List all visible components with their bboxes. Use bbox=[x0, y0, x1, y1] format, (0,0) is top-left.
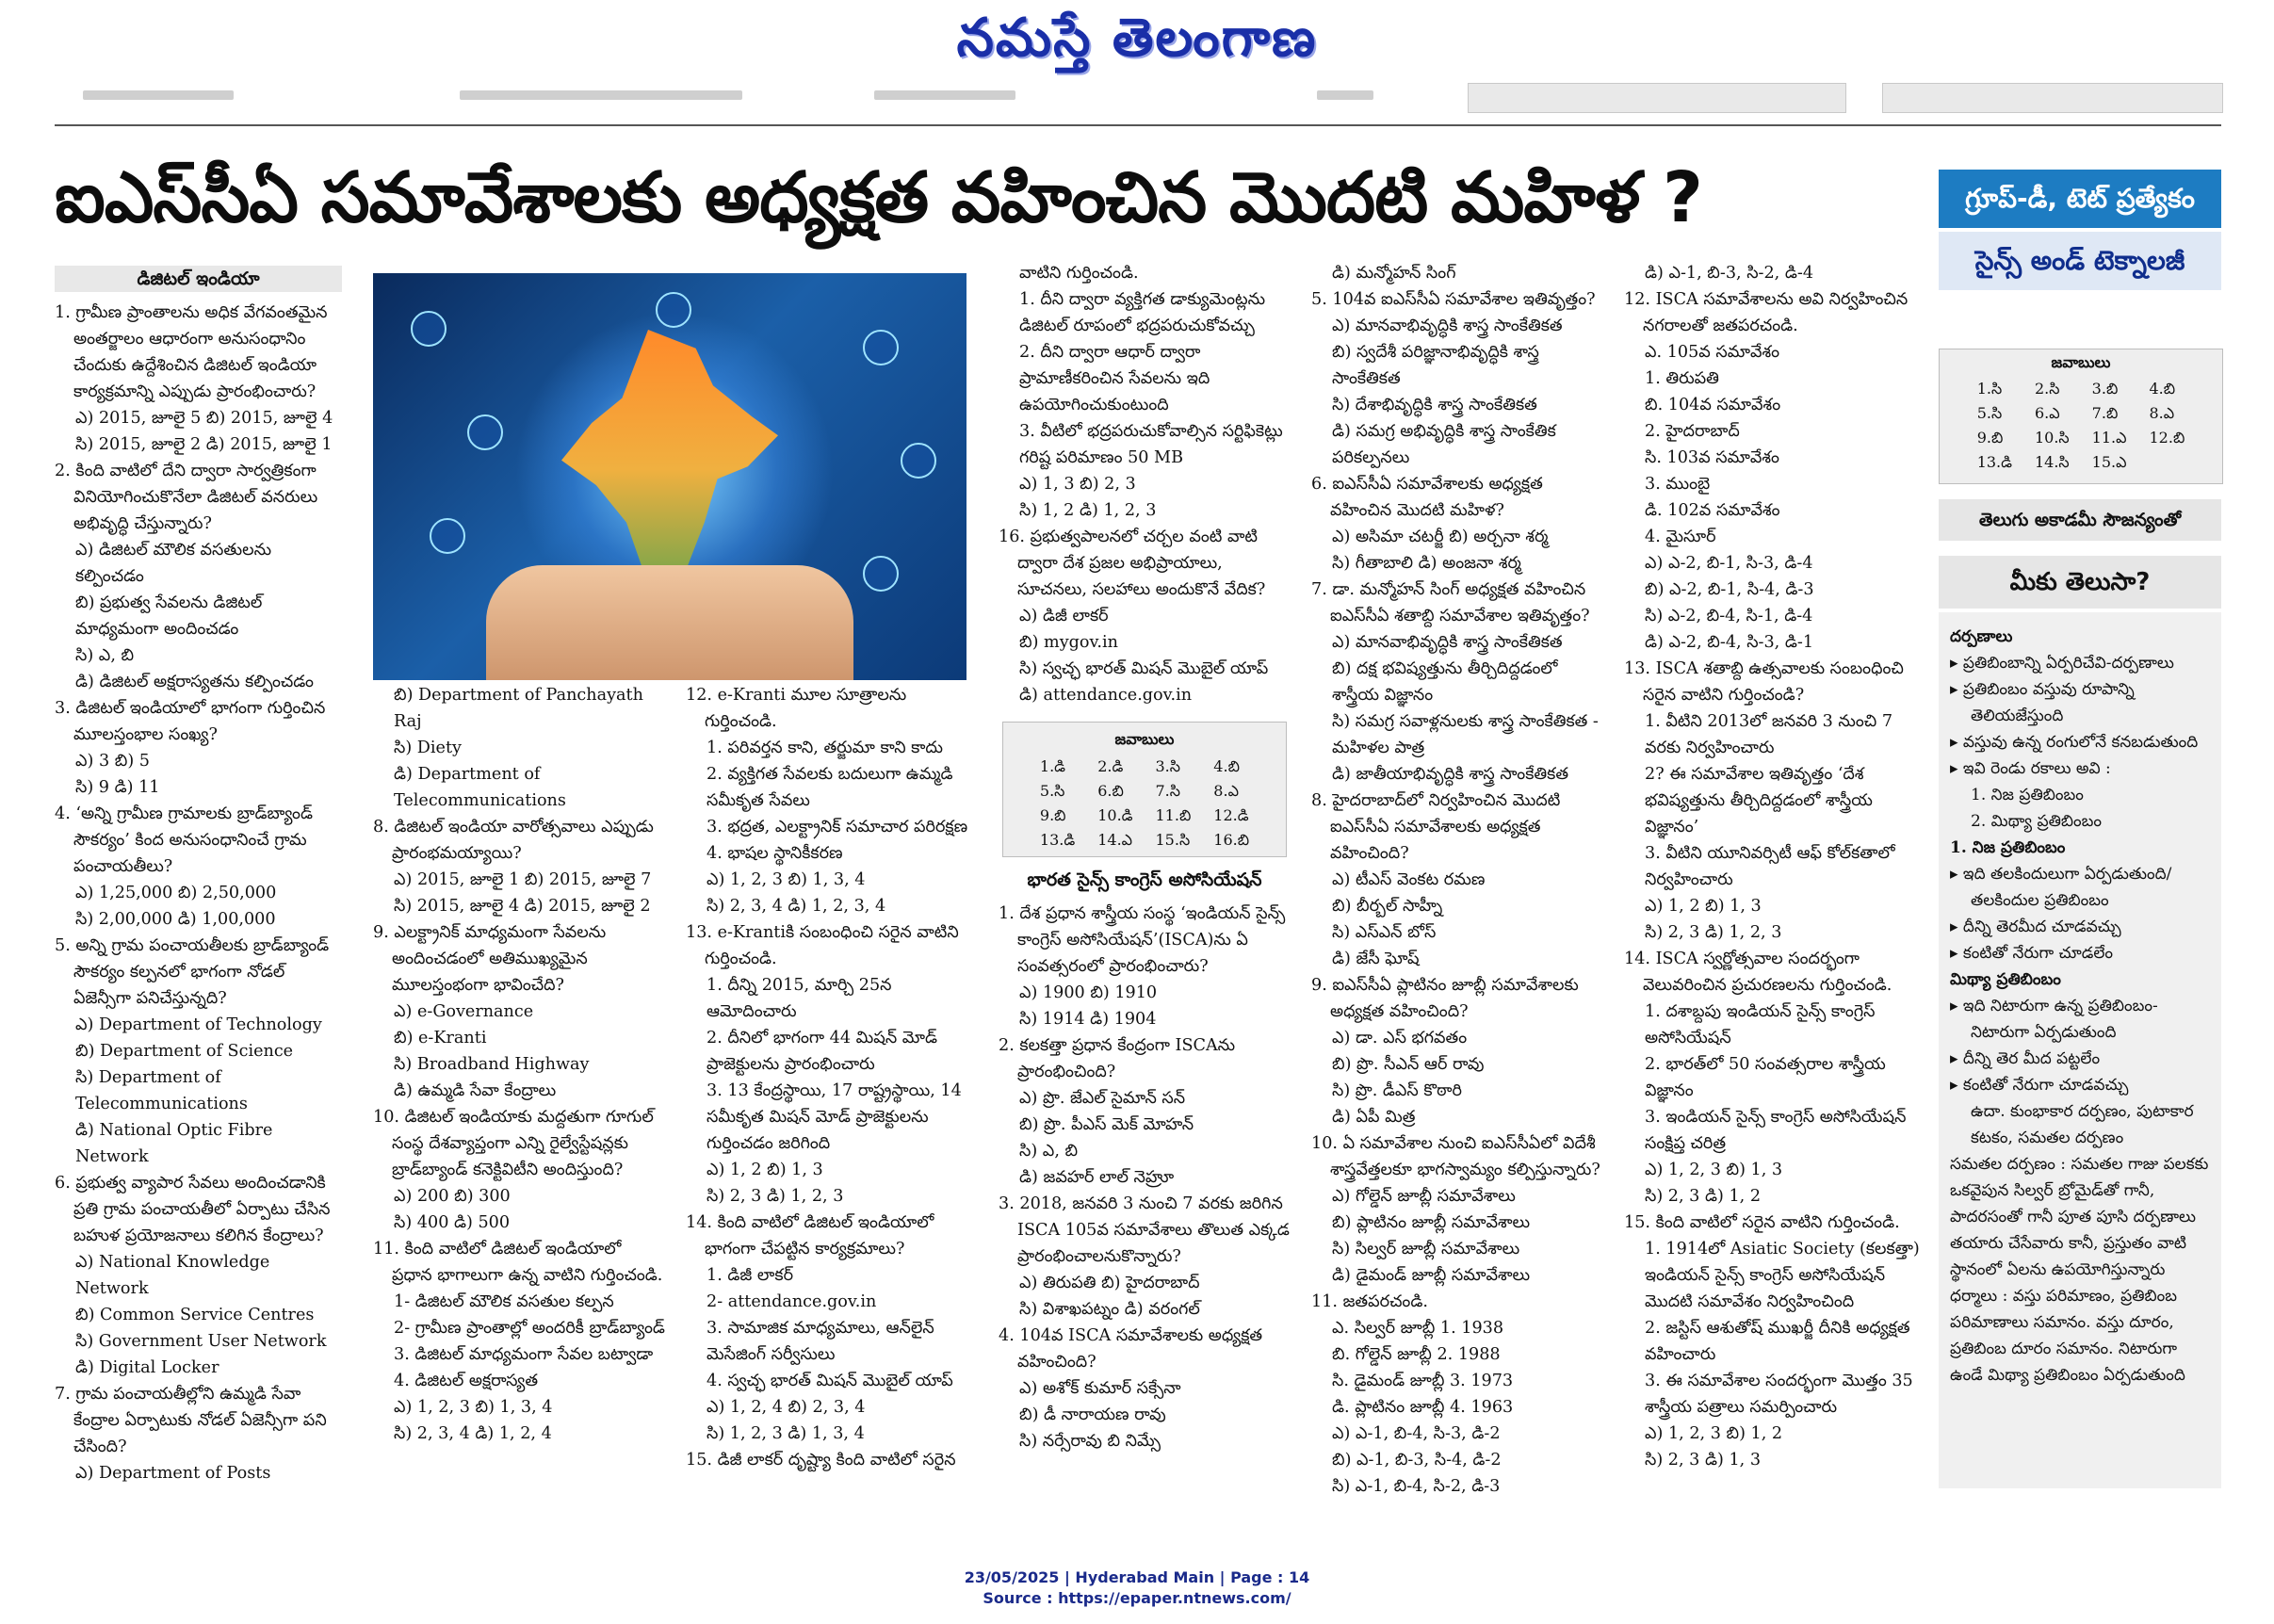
network-icon bbox=[863, 330, 899, 365]
option-text: 2? ఈ సమావేశాల ఇతివృత్తం ‘దేశ భవిష్యత్తును తీర్చిదిద్దడంలో శాస్త్రీయ విజ్ఞానం’ bbox=[1645, 765, 1873, 836]
option-text: డి. 102వ సమావేశం bbox=[1645, 501, 1780, 520]
option-text: సి) ఎ, బి bbox=[75, 646, 135, 665]
info-line: ▸ కంటితో నేరుగా చూడవచ్చు bbox=[1950, 1076, 2129, 1095]
info-line: ▸ కంటితో నేరుగా చూడలేం bbox=[1950, 944, 2114, 963]
question-list bbox=[1311, 260, 1603, 1500]
answer-cell: 11.బి bbox=[1155, 806, 1192, 824]
answer-cell: 9.బి bbox=[1976, 429, 2004, 447]
option-text: సి) 1914 డి) 1904 bbox=[1019, 1010, 1157, 1029]
answer-cell: 6.బి bbox=[1097, 782, 1124, 800]
question-text: 2. కలకత్తా ప్రధాన కేంద్రంగా ISCAను ప్రారంభించింది? bbox=[999, 1036, 1236, 1081]
option-text: సి) ఎ-2, బి-4, సి-1, డి-4 bbox=[1645, 607, 1813, 625]
option-text: ఎ) 1, 2, 4 బి) 2, 3, 4 bbox=[707, 1398, 866, 1417]
answer-row bbox=[1966, 426, 2197, 450]
info-line: సమతల దర్పణం : సమతల గాజు పలకకు ఒకవైపున సిల్వర్ బ్రోమైడ్‌తో గానీ, పాదరసంతో గానీ పూత పూసి దర్పణాలు తయారు చేసేవారు కానీ, ప్రస్తుతం వాటి స్థానంలో ఏలను ఉపయోగిస్తున్నారు bbox=[1950, 1155, 2209, 1279]
option-text: బి) e-Kranti bbox=[394, 1029, 487, 1047]
section-heading-isca: భారత సైన్స్ కాంగ్రెస్ అసోసియేషన్ bbox=[1027, 869, 1262, 890]
strip-text-fragment bbox=[874, 90, 1015, 100]
question-text: 11. కింది వాటిలో డిజిటల్ ఇండియాలో ప్రధాన భాగాలుగా ఉన్న వాటిని గుర్తించండి. bbox=[373, 1240, 663, 1285]
answer-row bbox=[1966, 450, 2197, 475]
answer-cell: 5.సి bbox=[1976, 404, 2003, 422]
answer-key-box-2 bbox=[1939, 349, 2223, 484]
did-you-know-box bbox=[1939, 612, 2221, 1488]
option-text: సి) సిల్వర్ జూబ్లీ సమావేశాలు bbox=[1332, 1240, 1520, 1259]
option-text: 1. తిరుపతి bbox=[1645, 369, 1719, 388]
question-text: 14. ISCA స్వర్ణోత్సవాల సందర్భంగా వెలువరించిన ప్రచురణలను గుర్తించండి. bbox=[1624, 950, 1892, 995]
info-line: 1. నిజ ప్రతిబింబం bbox=[1950, 838, 2066, 857]
answer-row bbox=[1029, 828, 1260, 853]
option-text: బి. గోల్డెన్ జూబ్లీ 2. 1988 bbox=[1332, 1345, 1501, 1364]
option-text: ఎ) అసిమా చటర్జీ బి) అర్చనా శర్మ bbox=[1332, 528, 1549, 546]
strip-box bbox=[1882, 83, 2223, 113]
answer-cell: 4.బి bbox=[1213, 757, 1240, 775]
option-text: 2- attendance.gov.in bbox=[707, 1292, 877, 1311]
option-text: బి) Common Service Centres bbox=[75, 1306, 315, 1324]
answer-key-table bbox=[1966, 377, 2197, 475]
info-line: ▸ ఇది తలకిందులుగా ఏర్పడుతుంది/తలకిందుల ప్రతిబింబం bbox=[1950, 865, 2172, 910]
option-text: సి) Broadband Highway bbox=[394, 1055, 590, 1074]
option-text: 2. వ్యక్తిగత సేవలకు బదులుగా ఉమ్మడి సమీకృత సేవలు bbox=[707, 765, 953, 810]
option-text: సి) ఎ, బి bbox=[1019, 1142, 1079, 1161]
network-icon bbox=[901, 443, 936, 479]
option-text: ఎ) అశోక్ కుమార్ సక్సేనా bbox=[1019, 1379, 1181, 1398]
answer-cell: 8.ఎ bbox=[1213, 782, 1239, 800]
option-text: బి) Department of Science bbox=[75, 1042, 294, 1061]
answer-key-title: జవాబులు bbox=[2051, 353, 2111, 371]
option-text: బి) mygov.in bbox=[1019, 633, 1118, 652]
option-text: డి) జేసీ ఘోష్ bbox=[1332, 950, 1420, 968]
question-text: 15. కింది వాటిలో సరైన వాటిని గుర్తించండి. bbox=[1624, 1213, 1900, 1232]
option-text: డి. ప్లాటినం జూబ్లీ 4. 1963 bbox=[1332, 1398, 1514, 1417]
option-text: ఎ. సిల్వర్ జూబ్లీ 1. 1938 bbox=[1332, 1319, 1504, 1338]
option-text: బి) ఎ-1, బి-3, సి-4, డి-2 bbox=[1332, 1451, 1502, 1470]
strip-text-fragment bbox=[460, 90, 742, 100]
option-text: 3. వీటిని యూనివర్సిటీ ఆఫ్ కోల్‌కతాలో నిర్వహించారు bbox=[1645, 844, 1895, 889]
answer-cell: 2.సి bbox=[2034, 380, 2060, 398]
option-text: 3. సామాజిక మాధ్యమాలు, ఆన్‌లైన్ మెసేజింగ్ సర్వీసులు bbox=[707, 1319, 934, 1364]
option-text: 3. 13 కేంద్రస్థాయి, 17 రాష్ట్రస్థాయి, 14 సమీకృత మిషన్ మోడ్ ప్రాజెక్టులను గుర్తించడం జరిగింది bbox=[707, 1081, 962, 1153]
option-text: డి) మన్మోహన్ సింగ్ bbox=[1332, 264, 1456, 283]
question-text: 8. హైదరాబాద్‌లో నిర్వహించిన మొదటి ఐఎస్‌సీఏ సమావేశాలకు అధ్యక్షత వహించింది? bbox=[1311, 791, 1561, 863]
option-text: ఎ) డా. ఎస్ భగవతం bbox=[1332, 1029, 1468, 1047]
answer-cell: 3.బి bbox=[2091, 380, 2119, 398]
option-text: డి) జాతీయాభివృద్ధికి శాస్త్ర సాంకేతికత bbox=[1332, 765, 1569, 784]
question-list bbox=[1624, 260, 1921, 1473]
option-text: ఎ) 1,25,000 బి) 2,50,000 bbox=[75, 884, 277, 902]
option-text: వాటిని గుర్తించండి. bbox=[1019, 264, 1139, 283]
answer-cell: 12.డి bbox=[1213, 806, 1249, 824]
masthead bbox=[0, 0, 2274, 75]
option-text: డి) Department of Telecommunications bbox=[394, 765, 566, 810]
answer-cell: 8.ఎ bbox=[2149, 404, 2175, 422]
option-text: సి) Diety bbox=[394, 739, 462, 757]
option-text: సి) 2, 3 డి) 1, 2, 3 bbox=[707, 1187, 844, 1206]
option-text: సి) స్వచ్ఛ భారత్ మిషన్ మొబైల్ యాప్ bbox=[1019, 659, 1269, 678]
option-text: ఎ) 1, 2 బి) 1, 3 bbox=[1645, 897, 1762, 916]
option-text: సి) 2, 3 డి) 1, 3 bbox=[1645, 1451, 1762, 1470]
option-text: డి) National Optic Fibre Network bbox=[75, 1121, 273, 1166]
option-text: సి) Department of Telecommunications bbox=[75, 1068, 248, 1113]
info-line: దర్పణాలు bbox=[1950, 627, 2013, 646]
question-text: 16. ప్రభుత్వపాలనలో చర్చల వంటి వాటి ద్వారా దేశ ప్రజల అభిప్రాయాలు, సూచనలు, సలహాలు అందుకొనే వేదిక? bbox=[999, 528, 1266, 599]
option-text: డి) ఉమ్మడి సేవా కేంద్రాలు bbox=[394, 1081, 557, 1100]
question-text: 13. e-Krantiకి సంబంధించి సరైన వాటిని గుర్తించండి. bbox=[686, 923, 959, 968]
info-line: ▸ వస్తువు ఉన్న రంగులోనే కనబడుతుంది bbox=[1950, 733, 2199, 752]
answer-row bbox=[1966, 377, 2197, 401]
option-text: డి) సమగ్ర అభివృద్ధికి శాస్త్ర సాంకేతిక పరికల్పనలు bbox=[1332, 422, 1556, 467]
option-text: బి) ఎ-2, బి-1, సి-4, డి-3 bbox=[1645, 580, 1814, 599]
question-text: 13. ISCA శతాబ్ది ఉత్సవాలకు సంబంధించి సరైన వాటిని గుర్తించండి? bbox=[1624, 659, 1904, 705]
previous-page-strip bbox=[55, 83, 2221, 111]
info-line: ▸ దీన్ని తెర మీద పట్టలేం bbox=[1950, 1049, 2101, 1068]
option-text: 4. భాషల స్థానికీకరణ bbox=[707, 844, 843, 863]
question-text: 3. 2018, జనవరి 3 నుంచి 7 వరకు జరిగిన ISCA 105వ సమావేశాలు తొలుత ఎక్కడ ప్రారంభించాలనుకొన్నారు? bbox=[999, 1194, 1290, 1266]
question-text: 9. ఐఎస్‌సీఏ ప్లాటినం జూబ్లీ సమావేశాలకు అధ్యక్షత వహించింది? bbox=[1311, 976, 1579, 1021]
question-text: 4. 104వ ISCA సమావేశాలకు అధ్యక్షత వహించింది? bbox=[999, 1326, 1263, 1372]
info-line: మిథ్యా ప్రతిబింబం bbox=[1950, 970, 2061, 989]
option-text: సి) 2, 3 డి) 1, 2, 3 bbox=[1645, 923, 1782, 942]
answer-cell: 12.బి bbox=[2149, 429, 2185, 447]
option-text: ఎ) 1, 2 బి) 1, 3 bbox=[707, 1161, 823, 1179]
option-text: డి) ఏపీ మిత్ర bbox=[1332, 1108, 1416, 1127]
option-text: 4. స్వచ్ఛ భారత్ మిషన్ మొబైల్ యాప్ bbox=[707, 1372, 953, 1390]
answer-cell: 14.సి bbox=[2034, 453, 2070, 471]
answer-row bbox=[1966, 401, 2197, 426]
option-text: ఎ) 1, 2, 3 బి) 1, 3 bbox=[1645, 1161, 1783, 1179]
answer-cell: 1.డి bbox=[1039, 757, 1066, 775]
option-text: సి) ఎ-1, బి-4, సి-2, డి-3 bbox=[1332, 1477, 1501, 1496]
option-text: డి) Digital Locker bbox=[75, 1358, 219, 1377]
option-text: డి) ఎ-1, బి-3, సి-2, డి-4 bbox=[1645, 264, 1814, 283]
option-text: సి) గీతాబాలి డి) అంజనా శర్మ bbox=[1332, 554, 1521, 573]
column-3 bbox=[686, 682, 978, 1473]
answer-cell: 6.ఎ bbox=[2034, 404, 2060, 422]
answer-cell: 9.బి bbox=[1039, 806, 1066, 824]
question-text: 5. అన్ని గ్రామ పంచాయతీలకు బ్రాడ్‌బ్యాండ్ సౌకర్యం కల్పనలో భాగంగా నోడల్ ఏజెన్సీగా పనిచేస్తున్నది? bbox=[55, 936, 330, 1008]
answer-key-title: జవాబులు bbox=[1114, 730, 1175, 748]
question-text: 1. గ్రామీణ ప్రాంతాలను అధిక వేగవంతమైన అంతర్జాలం ఆధారంగా అనుసంధానిం చేందుకు ఉద్దేశించిన డిజిటల్ ఇండియా కార్యక్రమాన్ని ఎప్పుడు ప్రారంభించారు? bbox=[55, 303, 328, 401]
question-list bbox=[999, 260, 1291, 708]
option-text: 1. వీటిని 2013లో జనవరి 3 నుంచి 7 వరకు నిర్వహించారు bbox=[1645, 712, 1893, 757]
column-5 bbox=[1311, 260, 1603, 1500]
page-headline: ఐఎస్‌సీఏ సమావేశాలకు అధ్యక్షత వహించిన మొదటి మహిళ ? bbox=[55, 157, 1702, 238]
option-text: 1. డిజీ లాకర్ bbox=[707, 1266, 794, 1285]
option-text: డి) డిజిటల్ అక్షరాస్యతను కల్పించడం bbox=[75, 673, 314, 691]
option-text: ఎ) 1, 2, 3 బి) 1, 3, 4 bbox=[707, 870, 866, 889]
question-text: 11. జతపరచండి. bbox=[1311, 1292, 1428, 1311]
option-text: 1. 1914లో Asiatic Society (కలకత్తా) ఇండియన్ సైన్స్ కాంగ్రెస్ అసోసియేషన్ మొదటి సమావేశం నిర్వహించింది bbox=[1645, 1240, 1920, 1311]
info-line: ▸ ఇది నిటారుగా ఉన్న ప్రతిబింబం-నిటారుగా ఏర్పడుతుంది bbox=[1950, 997, 2158, 1042]
option-text: ఎ) 1900 బి) 1910 bbox=[1019, 983, 1158, 1002]
question-text: 5. 104వ ఐఎస్‌సీఏ సమావేశాల ఇతివృత్తం? bbox=[1311, 290, 1596, 309]
option-text: 4. మైసూర్ bbox=[1645, 528, 1716, 546]
subject-tag: సైన్స్ అండ్ టెక్నాలజీ bbox=[1939, 232, 2221, 290]
option-text: ఎ) 3 బి) 5 bbox=[75, 752, 150, 771]
option-text: ఎ) డిజీ లాకర్ bbox=[1019, 607, 1109, 625]
question-text: 8. డిజిటల్ ఇండియా వారోత్సవాలు ఎప్పుడు ప్రారంభమయ్యాయి? bbox=[373, 818, 654, 863]
network-icon bbox=[656, 292, 691, 328]
did-you-know-title: మీకు తెలుసా? bbox=[1939, 556, 2221, 609]
option-text: బి) బీర్బల్ సాహ్నీ bbox=[1332, 897, 1443, 916]
question-text: 6. ప్రభుత్వ వ్యాపార సేవలు అందించడానికి ప్రతి గ్రామ పంచాయతీలో ఏర్పాటు చేసిన బహుళ ప్రయోజనాలు కలిగిన కేంద్రాలు? bbox=[55, 1174, 331, 1245]
option-text: ఎ) Department of Technology bbox=[75, 1015, 322, 1034]
option-text: ఎ) మానవాభివృద్ధికి శాస్త్ర సాంకేతికత bbox=[1332, 633, 1563, 652]
option-text: 2- గ్రామీణ ప్రాంతాల్లో అందరికీ బ్రాడ్‌బ్యాండ్ bbox=[394, 1319, 665, 1338]
question-text: 3. డిజిటల్ ఇండియాలో భాగంగా గుర్తించిన మూలస్తంభాల సంఖ్య? bbox=[55, 699, 326, 744]
answer-cell bbox=[2138, 450, 2197, 475]
question-list bbox=[999, 901, 1291, 1454]
column-1 bbox=[55, 260, 342, 1486]
option-text: సి) 400 డి) 500 bbox=[394, 1213, 511, 1232]
option-text: ఎ) 1, 3 బి) 2, 3 bbox=[1019, 475, 1136, 494]
option-text: 2. భారత్‌లో 50 సంవత్సరాల శాస్త్రీయ విజ్ఞానం bbox=[1645, 1055, 1886, 1100]
answer-cell: 16.బి bbox=[1213, 831, 1250, 849]
answer-cell: 10.డి bbox=[1097, 806, 1133, 824]
option-text: ఎ) ఎ-1, బి-4, సి-3, డి-2 bbox=[1332, 1424, 1501, 1443]
option-text: 2. దీని ద్వారా ఆధార్ ద్వారా ప్రామాణీకరించిన సేవలను ఇది ఉపయోగించుకుంటుంది bbox=[1019, 343, 1210, 414]
answer-cell: 14.ఎ bbox=[1097, 831, 1133, 849]
network-icon bbox=[411, 311, 447, 347]
answer-cell: 15.ఎ bbox=[2091, 453, 2127, 471]
question-text: 4. ‘అన్ని గ్రామీణ గ్రామాలకు బ్రాడ్‌బ్యాండ్ సౌకర్యం’ కింద అనుసంధానించే గ్రామ పంచాయతీలు? bbox=[55, 804, 313, 876]
option-text: 4. డిజిటల్ అక్షరాస్యత bbox=[394, 1372, 539, 1390]
option-text: బి) ప్రొ. సీఎన్ ఆర్ రావు bbox=[1332, 1055, 1485, 1074]
page-footer bbox=[0, 1567, 2274, 1609]
question-list bbox=[55, 300, 342, 1486]
option-text: 3. ఇండియన్ సైన్స్ కాంగ్రెస్ అసోసియేషన్ సంక్షిప్త చరిత్ర bbox=[1645, 1108, 1907, 1153]
option-text: ఎ) Department of Posts bbox=[75, 1464, 271, 1483]
answer-cell: 5.సి bbox=[1039, 782, 1065, 800]
telugu-akademi-credit: తెలుగు అకాడమీ సౌజన్యంతో bbox=[1939, 499, 2221, 541]
option-text: ఎ) మానవాభివృద్ధికి శాస్త్ర సాంకేతికత bbox=[1332, 317, 1563, 335]
network-icon bbox=[467, 414, 503, 450]
option-text: 1. దీని ద్వారా వ్యక్తిగత డాక్యుమెంట్లను డిజిటల్ రూపంలో భద్రపరుచుకోవచ్చు bbox=[1019, 290, 1266, 335]
option-text: సి) సమగ్ర సవాళ్లనులకు శాస్త్ర సాంకేతికత - మహిళల పాత్ర bbox=[1332, 712, 1599, 757]
network-icon bbox=[863, 556, 899, 592]
option-text: ఎ) National Knowledge Network bbox=[75, 1253, 270, 1298]
question-text: 12. ISCA సమావేశాలను అవి నిర్వహించిన నగరాలతో జతపరచండి. bbox=[1624, 290, 1909, 335]
option-text: ఎ) ప్రొ. జేఎల్ సైమాన్ సన్ bbox=[1019, 1089, 1186, 1108]
option-text: డి) ఎ-2, బి-4, సి-3, డి-1 bbox=[1645, 633, 1814, 652]
question-text: 10. డిజిటల్ ఇండియాకు మద్దతుగా గూగుల్ సంస్థ దేశవ్యాప్తంగా ఎన్ని రైల్వేస్టేషన్లకు బ్రాడ్‌బ్యాండ్ కనెక్టివిటీని అందిస్తుంది? bbox=[373, 1108, 654, 1179]
option-text: 2. హైదరాబాద్ bbox=[1645, 422, 1740, 441]
option-text: 3. డిజిటల్ మాధ్యమంగా సేవల బట్వాడా bbox=[394, 1345, 654, 1364]
question-text: 2. కింది వాటిలో దేని ద్వారా సార్వత్రికంగా వినియోగించుకొనేలా డిజిటల్ వనరులు అభివృద్ధి చేస్తున్నారు? bbox=[55, 462, 318, 533]
option-text: సి) 2015, జూలై 4 డి) 2015, జూలై 2 bbox=[394, 897, 651, 916]
info-line: ▸ ఇవి రెండు రకాలు అవి : bbox=[1950, 759, 2111, 778]
info-line: ▸ ప్రతిబింబాన్ని ఏర్పరిచేవి-దర్పణాలు bbox=[1950, 654, 2174, 673]
option-text: సి. డైమండ్ జూబ్లీ 3. 1973 bbox=[1332, 1372, 1514, 1390]
option-text: సి) దేశాభివృద్ధికి శాస్త్ర సాంకేతికత bbox=[1332, 396, 1537, 414]
option-text: ఎ) టీఎస్ వెంకట రమణ bbox=[1332, 870, 1486, 889]
answer-cell: 13.డి bbox=[1976, 453, 2012, 471]
option-text: ఎ) 2015, జూలై 5 బి) 2015, జూలై 4 bbox=[75, 409, 333, 428]
answer-row bbox=[1029, 804, 1260, 828]
option-text: సి) 1, 2, 3 డి) 1, 3, 4 bbox=[707, 1424, 865, 1443]
option-text: 1. దశాబ్దపు ఇండియన్ సైన్స్ కాంగ్రెస్ అసోసియేషన్ bbox=[1645, 1002, 1876, 1047]
digital-india-illustration bbox=[373, 273, 966, 680]
option-text: 1- డిజిటల్ మౌలిక వసతుల కల్పన bbox=[394, 1292, 614, 1311]
option-text: 2. దీనిలో భాగంగా 44 మిషన్ మోడ్ ప్రాజెక్టులను ప్రారంభించారు bbox=[707, 1029, 938, 1074]
option-text: సి) 1, 2 డి) 1, 2, 3 bbox=[1019, 501, 1157, 520]
option-text: ఎ) 2015, జూలై 1 బి) 2015, జూలై 7 bbox=[394, 870, 652, 889]
option-text: డి) జవహర్ లాల్ నెహ్రూ bbox=[1019, 1168, 1175, 1187]
option-text: ఎ) 1, 2, 3 బి) 1, 2 bbox=[1645, 1424, 1783, 1443]
column-2 bbox=[373, 682, 665, 1447]
option-text: సి) 2,00,000 డి) 1,00,000 bbox=[75, 910, 276, 929]
answer-key-table bbox=[1029, 755, 1260, 853]
option-text: డి) డైమండ్ జూబ్లీ సమావేశాలు bbox=[1332, 1266, 1531, 1285]
question-text: 7. గ్రామ పంచాయతీల్లోని ఉమ్మడి సేవా కేంద్రాల ఏర్పాటుకు నోడల్ ఏజెన్సీగా పని చేసింది? bbox=[55, 1385, 327, 1456]
option-text: 1. పరివర్తన కాని, తర్జుమా కాని కాదు bbox=[707, 739, 943, 757]
info-line: 1. నిజ ప్రతిబింబం bbox=[1971, 786, 2084, 804]
option-text: ఎ) 200 బి) 300 bbox=[394, 1187, 511, 1206]
answer-row bbox=[1029, 755, 1260, 779]
option-text: సి) 2015, జూలై 2 డి) 2015, జూలై 1 bbox=[75, 435, 333, 454]
option-text: సి) ప్రొ. డీఎస్ కొఠారి bbox=[1332, 1081, 1462, 1100]
answer-row bbox=[1029, 779, 1260, 804]
question-list bbox=[686, 682, 978, 1473]
network-icon bbox=[430, 518, 465, 554]
strip-text-fragment bbox=[83, 90, 234, 100]
option-text: 3. భద్రత, ఎలక్ట్రానిక్ సమాచార పరిరక్షణ bbox=[707, 818, 968, 836]
section-heading-digital-india: డిజిటల్ ఇండియా bbox=[55, 266, 342, 292]
question-text: 6. ఐఎస్‌సీఏ సమావేశాలకు అధ్యక్షత వహించిన మొదటి మహిళ? bbox=[1311, 475, 1543, 520]
option-text: డి) attendance.gov.in bbox=[1019, 686, 1193, 705]
option-text: 2. జస్టిస్ ఆశుతోష్ ముఖర్జీ దీనికి అధ్యక్షత వహించారు bbox=[1645, 1319, 1910, 1364]
option-text: సి) నర్సేరావు బి నిమ్సే bbox=[1019, 1432, 1161, 1451]
info-line: ▸ దీన్ని తెరమీద చూడవచ్చు bbox=[1950, 918, 2121, 936]
newspaper-logo: నమస్తే తెలంగాణ bbox=[956, 8, 1318, 69]
answer-cell: 15.సి bbox=[1155, 831, 1191, 849]
group-tag: గ్రూప్-డీ, టెట్ ప్రత్యేకం bbox=[1939, 170, 2221, 228]
answer-cell: 7.సి bbox=[1155, 782, 1180, 800]
question-text: 12. e-Kranti మూల సూత్రాలను గుర్తించండి. bbox=[686, 686, 907, 731]
option-text: సి) 2, 3 డి) 1, 2 bbox=[1645, 1187, 1762, 1206]
option-text: సి) Government User Network bbox=[75, 1332, 327, 1351]
option-text: బి) ప్రభుత్వ సేవలను డిజిటల్ మాధ్యమంగా అందించడం bbox=[75, 593, 263, 639]
option-text: బి) దక్ష భవిష్యత్తును తీర్చిదిద్దడంలో శాస్త్రీయ విజ్ఞానం bbox=[1332, 659, 1558, 705]
option-text: 3. వీటిలో భద్రపరుచుకోవాల్సిన సర్టిఫికెట్లు గరిష్ట పరిమాణం 50 MB bbox=[1019, 422, 1283, 467]
option-text: 3. ఈ సమావేశాల సందర్భంగా మొత్తం 35 శాస్త్రీయ పత్రాలు సమర్పించారు bbox=[1645, 1372, 1913, 1417]
answer-cell: 10.సి bbox=[2034, 429, 2070, 447]
option-text: ఎ) e-Governance bbox=[394, 1002, 534, 1021]
question-text: 10. ఏ సమావేశాల నుంచి ఐఎస్‌సీఏలో విదేశీ శాస్త్రవేత్తలకూ భాగస్వామ్యం కల్పిస్తున్నారు? bbox=[1311, 1134, 1600, 1179]
footer-source: Source : https://epaper.ntnews.com/ bbox=[983, 1589, 1291, 1607]
option-text: సి) 2, 3, 4 డి) 1, 2, 4 bbox=[394, 1424, 552, 1443]
answer-cell: 2.డి bbox=[1097, 757, 1124, 775]
option-text: సి) 9 డి) 11 bbox=[75, 778, 160, 797]
option-text: సి. 103వ సమావేశం bbox=[1645, 448, 1779, 467]
option-text: ఎ) 1, 2, 3 బి) 1, 3, 4 bbox=[394, 1398, 553, 1417]
did-you-know-list bbox=[1950, 624, 2210, 1389]
option-text: సి) ఎస్ఎన్ బోస్ bbox=[1332, 923, 1437, 942]
option-text: 3. ముంబై bbox=[1645, 475, 1711, 494]
option-text: బి) స్వదేశీ పరిజ్ఞానాభివృద్ధికి శాస్త్ర సాంకేతికత bbox=[1332, 343, 1539, 388]
question-text: 15. డిజీ లాకర్ దృష్ట్యా కింది వాటిలో సరైన bbox=[686, 1451, 956, 1470]
option-text: ఎ) గోల్డెన్ జూబ్లీ సమావేశాలు bbox=[1332, 1187, 1516, 1206]
option-text: సి) విశాఖపట్నం డి) వరంగల్ bbox=[1019, 1300, 1200, 1319]
info-line: ▸ ప్రతిబింబం వస్తువు రూపాన్ని తెలియజేస్తుంది bbox=[1950, 680, 2135, 725]
option-text: బి) ప్లాటినం జూబ్లీ సమావేశాలు bbox=[1332, 1213, 1531, 1232]
option-text: బి) ప్రొ. పీఎస్ మెక్ మోహన్ bbox=[1019, 1115, 1194, 1134]
strip-box bbox=[1468, 83, 1846, 113]
option-text: బి. 104వ సమావేశం bbox=[1645, 396, 1781, 414]
column-6 bbox=[1624, 260, 1921, 1473]
header-rule bbox=[55, 124, 2221, 126]
info-line: ధర్మాలు : వస్తు పరిమాణం, ప్రతిబింబ పరిమాణాలు సమానం. వస్తు దూరం, ప్రతిబింబ దూరం సమానం. నిటారుగా ఉండే మిథ్యా ప్రతిబింబం ఏర్పడుతుంది bbox=[1950, 1287, 2185, 1385]
question-text: 14. కింది వాటిలో డిజిటల్ ఇండియాలో భాగంగా చేపట్టిన కార్యక్రమాలు? bbox=[686, 1213, 934, 1259]
info-line: 2. మిథ్యా ప్రతిబింబం bbox=[1971, 812, 2102, 831]
strip-text-fragment bbox=[1317, 90, 1373, 100]
hand-holding-phone bbox=[486, 565, 853, 680]
answer-cell: 3.సి bbox=[1155, 757, 1180, 775]
option-text: 1. దీన్ని 2015, మార్చి 25న ఆమోదించారు bbox=[707, 976, 892, 1021]
option-text: బి) డీ నారాయణ రావు bbox=[1019, 1405, 1166, 1424]
column-4 bbox=[999, 260, 1291, 1454]
answer-cell: 13.డి bbox=[1039, 831, 1076, 849]
option-text: ఎ) తిరుపతి బి) హైదరాబాద్ bbox=[1019, 1274, 1200, 1292]
footer-date-edition: 23/05/2025 | Hyderabad Main | Page : 14 bbox=[964, 1568, 1310, 1586]
answer-cell: 7.బి bbox=[2091, 404, 2119, 422]
option-text: బి) Department of Panchayath Raj bbox=[394, 686, 643, 731]
option-text: ఎ) ఎ-2, బి-1, సి-3, డి-4 bbox=[1645, 554, 1813, 573]
option-text: ఎ) డిజిటల్ మౌలిక వసతులను కల్పించడం bbox=[75, 541, 272, 586]
info-line: ఉదా. కుంభాకార దర్పణం, పుటాకార కటకం, సమతల దర్పణం bbox=[1971, 1102, 2194, 1147]
option-text: ఎ. 105వ సమావేశం bbox=[1645, 343, 1780, 362]
question-text: 9. ఎలక్ట్రానిక్ మాధ్యమంగా సేవలను అందించడంలో అతిముఖ్యమైన మూలస్తంభంగా భావించేది? bbox=[373, 923, 607, 995]
answer-cell: 11.ఎ bbox=[2091, 429, 2127, 447]
option-text: సి) 2, 3, 4 డి) 1, 2, 3, 4 bbox=[707, 897, 886, 916]
answer-cell: 4.బి bbox=[2149, 380, 2176, 398]
question-list bbox=[373, 682, 665, 1447]
question-text: 1. దేశ ప్రధాన శాస్త్రీయ సంస్థ ‘ఇండియన్ సైన్స్ కాంగ్రెస్ అసోసియేషన్’(ISCA)ను ఏ సంవత్సరంలో ప్రారంభించారు? bbox=[999, 904, 1286, 976]
answer-cell: 1.సి bbox=[1976, 380, 2003, 398]
answer-key-box bbox=[1002, 722, 1287, 857]
question-text: 7. డా. మన్మోహన్ సింగ్ అధ్యక్షత వహించిన ఐఎస్‌సీఏ శతాబ్ది సమావేశాల ఇతివృత్తం? bbox=[1311, 580, 1590, 625]
